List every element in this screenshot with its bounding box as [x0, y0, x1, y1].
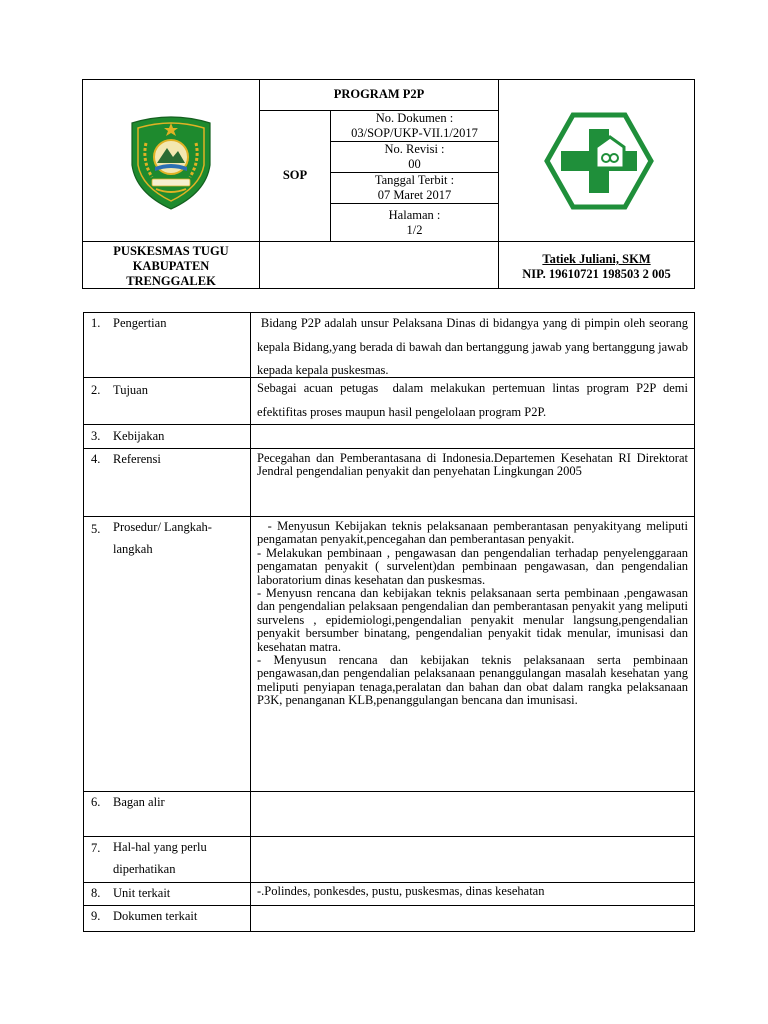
sop-header-table	[82, 79, 695, 289]
doc-number-value: 03/SOP/UKP-VII.1/2017	[351, 126, 478, 140]
row-number: 9.	[91, 909, 101, 923]
row-label: Prosedur/ Langkah-langkah	[113, 520, 212, 556]
issue-date-label: Tanggal Terbit :	[374, 173, 455, 187]
revision-value: 00	[408, 157, 421, 171]
row-label: Dokumen terkait	[113, 909, 198, 923]
row-number: 7.	[91, 841, 101, 855]
row-number: 2.	[91, 383, 101, 397]
page-value: 1/2	[406, 223, 423, 237]
row-content: Bidang P2P adalah unsur Pelaksana Dinas di bidangya yang di pimpin oleh seorang kepala Bidang,yang berada di bawah dan bertanggung jawab yang bertanggung jawab kepada kepala puskesmas.	[257, 316, 692, 377]
row-label: Hal-hal yang perlu diperhatikan	[113, 840, 207, 876]
row-number: 6.	[91, 795, 101, 809]
row-content: Pecegahan dan Pemberantasana di Indonesia.Departemen Kesehatan RI Direktorat Jendral pengendalian penyakit dan penyehatan Lingkungan 2005	[257, 451, 692, 479]
row-number: 3.	[91, 429, 101, 443]
row-content: Sebagai acuan petugas dalam melakukan pertemuan lintas program P2P demi efektifitas proses maupun hasil pengelolaan program P2P.	[257, 381, 692, 419]
org-name-line1: PUSKESMAS TUGU	[113, 244, 229, 258]
row-label: Bagan alir	[113, 795, 165, 809]
program-title: PROGRAM P2P	[333, 87, 425, 101]
row-content: -.Polindes, ponkesdes, pustu, puskesmas, dinas kesehatan	[257, 884, 545, 898]
row-label: Unit terkait	[113, 886, 171, 900]
puskesmas-logo	[544, 111, 654, 211]
row-number: 4.	[91, 452, 101, 466]
row-label: Kebijakan	[113, 429, 165, 443]
sop-label: SOP	[282, 168, 308, 182]
regency-crest-logo	[126, 113, 216, 211]
page-label: Halaman :	[388, 208, 441, 222]
revision-label: No. Revisi :	[384, 142, 445, 156]
sop-content-table	[83, 312, 695, 932]
org-name-line2: KABUPATEN	[132, 259, 210, 273]
row-label: Referensi	[113, 452, 161, 466]
doc-number-label: No. Dokumen :	[375, 111, 454, 125]
row-label: Pengertian	[113, 316, 167, 330]
row-content: - Menyusun Kebijakan teknis pelaksanaan pemberantasan penyakityang meliputi pengamatan penyakit,pencegahan dan pemberantasan penyakit. - Melakukan pembinaan , pengawasan dan pengendalian terhadap penyelenggaraan pengamatan penyakit ( survelent)dan pembinaan pengawasan, dan pengendalian laboratorium dinas kesehatan dan puskesmas. - Menyusn rencana dan kebijakan teknis pelaksanaan serta pembinaan ,pengawasan dan pengendalian pelaksaan pengendalian dan pemberantasan penyakit yang meliputi survelens , epidemiologi,pengendalian penyakit menular langsung,pengendalian penyakit bersumber binatang, pengendalian penyakit tidak menular, imunisasi dan kesehatan matra. - Menyusun rencana dan kebijakan teknis pelaksanaan serta pembinaan pengawasan,dan pengendalian pelaksanaan penanggulangan masalah kesehatan yang meliputi penyiapan tenaga,peralatan dan bahan dan obat dalam rangka pelaksanaan P3K, penanganan KLB,penanggulangan bencana dan imunisasi.	[257, 519, 688, 708]
row-number: 1.	[91, 316, 101, 330]
row-number: 8.	[91, 886, 101, 900]
org-name-line3: TRENGGALEK	[126, 274, 216, 288]
row-label: Tujuan	[113, 383, 148, 397]
issue-date-value: 07 Maret 2017	[377, 188, 452, 202]
signer-name: Tatiek Juliani, SKM	[542, 252, 651, 266]
row-number: 5.	[91, 522, 101, 536]
signer-nip: NIP. 19610721 198503 2 005	[522, 267, 671, 281]
